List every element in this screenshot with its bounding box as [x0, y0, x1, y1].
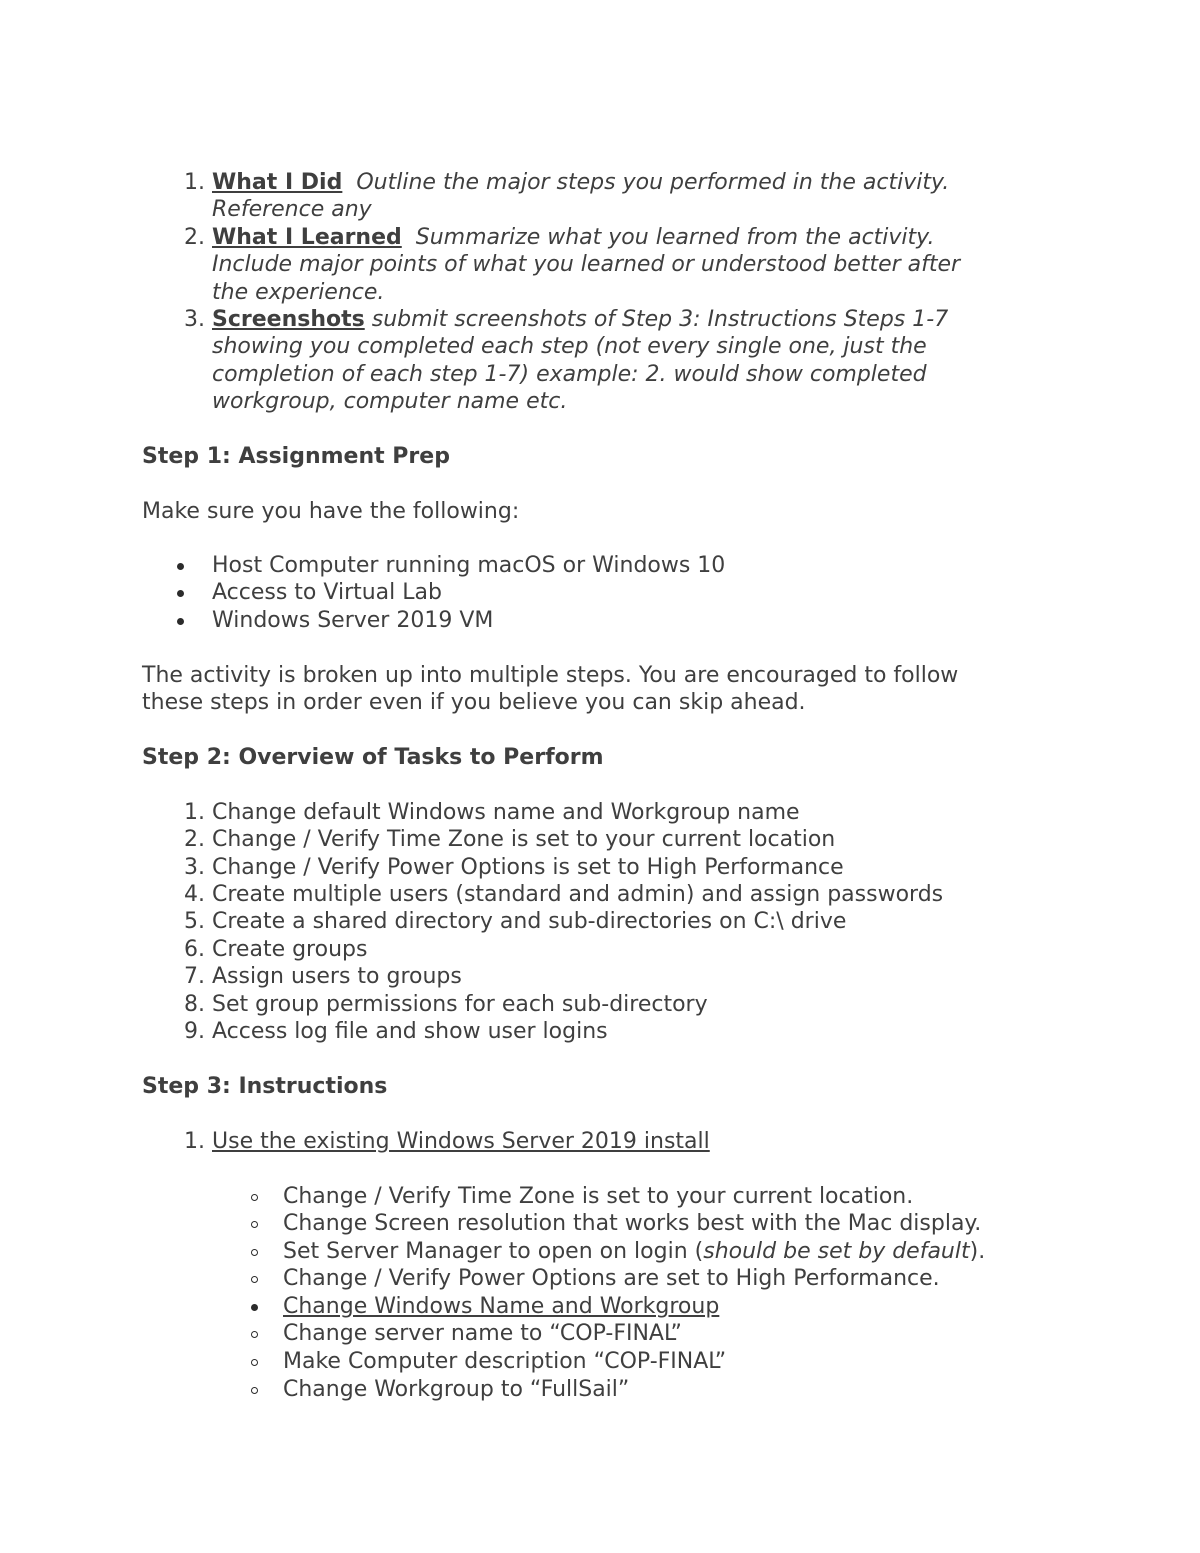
step2-item: Change / Verify Power Options is set to High Performance — [212, 855, 844, 880]
bullet-dot-icon — [174, 579, 186, 607]
list-number: 2. — [184, 225, 205, 250]
step3-sub-item: Change / Verify Power Options are set to High Performance. — [283, 1266, 940, 1291]
step3-workgroup-item: Change server name to “COP-FINAL” — [283, 1321, 682, 1346]
step3-workgroup-item: Make Computer description “COP-FINAL” — [283, 1349, 727, 1374]
step2-item: Create groups — [212, 937, 368, 962]
step2-item: Create a shared directory and sub-directories on C:\ drive — [212, 909, 847, 934]
server-manager-prefix: Set Server Manager to open on login ( — [283, 1239, 704, 1264]
list-number: 1. — [184, 1129, 205, 1154]
server-manager-italic: should be set by default — [703, 1239, 970, 1264]
list-number: 2. — [184, 827, 205, 852]
what-i-learned-text-cont: the experience. — [212, 280, 385, 305]
step3-workgroup-item: Change Workgroup to “FullSail” — [283, 1377, 630, 1402]
server-manager-suffix: ). — [969, 1239, 986, 1264]
list-number: 7. — [184, 964, 205, 989]
list-number: 3. — [184, 307, 205, 332]
step1-intro: Make sure you have the following: — [142, 499, 520, 524]
what-i-learned-text: Summarize what you learned from the activity. — [415, 225, 935, 250]
step2-item: Create multiple users (standard and admin) and assign passwords — [212, 882, 944, 907]
step2-item: Change / Verify Time Zone is set to your current location — [212, 827, 836, 852]
step2-item: Access log file and show user logins — [212, 1019, 608, 1044]
step1-heading: Step 1: Assignment Prep — [142, 444, 450, 469]
screenshots-text: submit screenshots of Step 3: Instructions Steps 1-7 — [371, 307, 949, 332]
step3-sub-item-server-manager — [283, 1238, 985, 1266]
what-i-did-text: Outline the major steps you performed in the activity. — [356, 170, 950, 195]
what-i-learned-label: What I Learned — [212, 225, 402, 250]
step2-item: Change default Windows name and Workgroup name — [212, 800, 800, 825]
step2-item: Assign users to groups — [212, 964, 462, 989]
bullet-ring-icon — [248, 1210, 260, 1238]
bullet-ring-icon — [248, 1265, 260, 1293]
step3-sub-item: Change Screen resolution that works best with the Mac display. — [283, 1211, 982, 1236]
list-item-what-i-learned — [212, 224, 934, 252]
step1-item: Windows Server 2019 VM — [212, 608, 494, 633]
screenshots-label: Screenshots — [212, 307, 365, 332]
screenshots-text-cont: workgroup, computer name etc. — [212, 389, 568, 414]
what-i-did-text-cont: Reference any — [212, 197, 372, 222]
list-number: 1. — [184, 170, 205, 195]
step3-heading: Step 3: Instructions — [142, 1074, 388, 1099]
list-number: 3. — [184, 855, 205, 880]
bullet-ring-icon — [248, 1183, 260, 1211]
screenshots-text-cont: showing you completed each step (not every single one, just the — [212, 334, 927, 359]
list-number: 1. — [184, 800, 205, 825]
list-item-screenshots — [212, 306, 948, 334]
bullet-ring-icon — [248, 1238, 260, 1266]
bullet-ring-icon — [248, 1320, 260, 1348]
what-i-learned-text-cont: Include major points of what you learned or understood better after — [212, 252, 961, 277]
step3-sub-item: Change / Verify Time Zone is set to your current location. — [283, 1184, 914, 1209]
bullet-ring-icon — [248, 1348, 260, 1376]
step1-paragraph-cont: these steps in order even if you believe you can skip ahead. — [142, 690, 806, 715]
bullet-ring-icon — [248, 1376, 260, 1404]
bullet-dot-icon — [174, 607, 186, 635]
step1-item: Access to Virtual Lab — [212, 580, 442, 605]
list-number: 5. — [184, 909, 205, 934]
bullet-dot-icon — [174, 552, 186, 580]
step3-workgroup-heading: Change Windows Name and Workgroup — [283, 1294, 720, 1319]
step1-paragraph: The activity is broken up into multiple steps. You are encouraged to follow — [142, 663, 959, 688]
screenshots-text-cont: completion of each step 1-7) example: 2. would show completed — [212, 362, 927, 387]
list-number: 8. — [184, 992, 205, 1017]
list-number: 6. — [184, 937, 205, 962]
list-number: 4. — [184, 882, 205, 907]
list-number: 9. — [184, 1019, 205, 1044]
step2-heading: Step 2: Overview of Tasks to Perform — [142, 745, 604, 770]
what-i-did-label: What I Did — [212, 170, 343, 195]
step1-item: Host Computer running macOS or Windows 10 — [212, 553, 726, 578]
step3-item-existing-install: Use the existing Windows Server 2019 install — [212, 1129, 710, 1154]
step2-item: Set group permissions for each sub-directory — [212, 992, 708, 1017]
list-item-what-i-did — [212, 169, 949, 197]
bullet-dot-icon — [248, 1293, 260, 1321]
